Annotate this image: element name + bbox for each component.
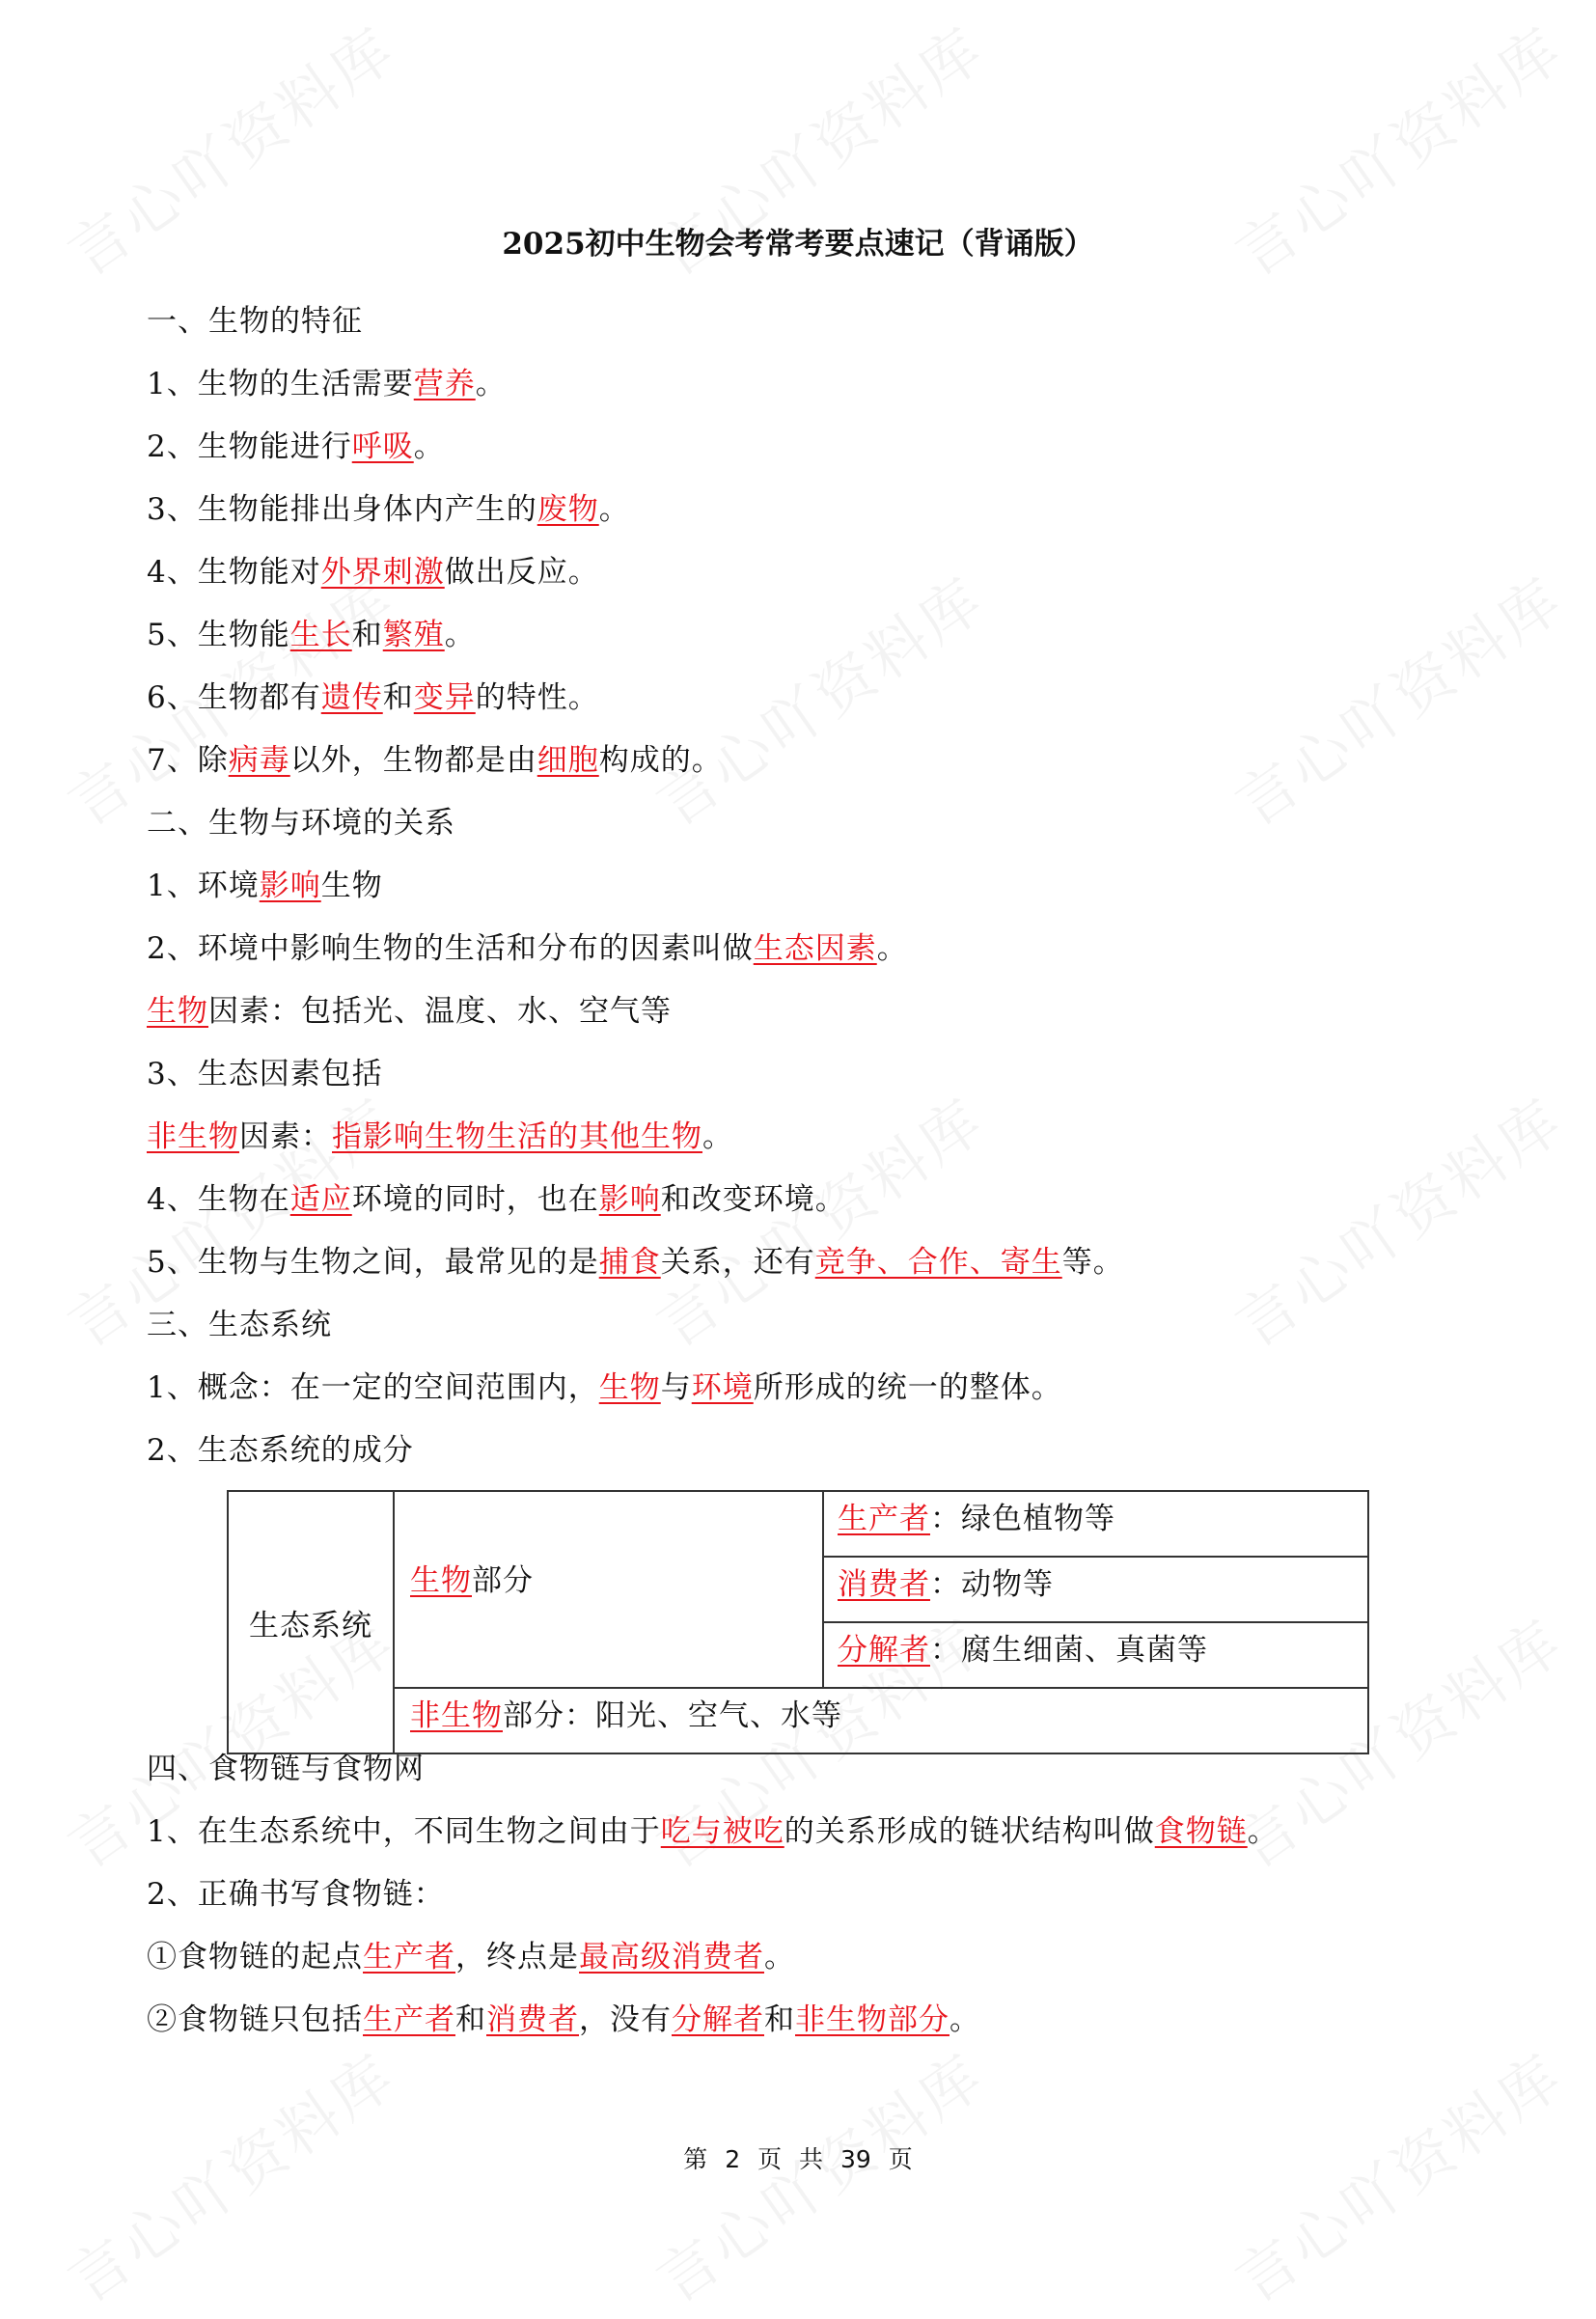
highlight-term: 消费者 [838, 1567, 930, 1602]
total-pages: 39 [839, 2145, 871, 2173]
line-text: 和 [351, 618, 383, 652]
page-footer [0, 2140, 1596, 2175]
highlight-term: 生物 [410, 1563, 472, 1598]
highlight-term: 生态因素 [753, 931, 877, 966]
line-text: 所形成的统一的整体。 [753, 1370, 1062, 1405]
content-line [147, 2000, 980, 2040]
line-text: 。 [876, 931, 908, 966]
line-text: ②食物链只包括 [147, 2002, 363, 2037]
line-text: 。 [413, 429, 445, 464]
line-text: 的关系形成的链状结构叫做 [784, 1814, 1155, 1849]
highlight-term: 生产者 [363, 2002, 455, 2037]
line-text: 和 [382, 680, 414, 715]
line-text: 构成的。 [598, 743, 723, 778]
line-text: 5、生物能 [147, 618, 290, 652]
highlight-term: 生产者 [838, 1502, 930, 1536]
line-text: 1、环境 [147, 869, 260, 903]
cell-text: ：绿色植物等 [930, 1502, 1115, 1536]
line-text: 。 [444, 618, 476, 652]
line-text: 生物 [320, 869, 383, 903]
section-heading: 一、生物的特征 [147, 304, 363, 339]
highlight-term: 吃与被吃 [660, 1814, 784, 1849]
content-line [147, 1937, 795, 1977]
line-text: 4、生物在 [147, 1182, 290, 1217]
line-text: 与 [660, 1370, 692, 1405]
highlight-term: 变异 [413, 680, 476, 715]
line-text: 。 [1247, 1814, 1279, 1849]
section-heading: 三、生态系统 [147, 1308, 332, 1342]
content-line [147, 1874, 445, 1915]
line-text: 和 [455, 2002, 486, 2037]
highlight-term: 消费者 [486, 2002, 579, 2037]
table-abiotic-part-cell [394, 1688, 1368, 1753]
line-text: 以外，生物都是由 [289, 743, 537, 778]
content-line [147, 928, 908, 969]
line-text: 。 [764, 1940, 795, 1974]
line-text: 3、生物能排出身体内产生的 [147, 492, 537, 527]
cell-text: ：腐生细菌、真菌等 [930, 1633, 1208, 1668]
highlight-term: 繁殖 [382, 618, 445, 652]
highlight-term: 生物 [147, 994, 208, 1029]
highlight-term: 非生物 [410, 1698, 503, 1733]
highlight-term: 废物 [537, 492, 599, 527]
footer-middle: 页 共 [757, 2145, 824, 2173]
highlight-term: 营养 [413, 367, 476, 401]
document-title: 2025初中生物会考常考要点速记（背诵版） [502, 227, 1094, 262]
content-line [147, 427, 445, 467]
footer-suffix: 页 [888, 2145, 913, 2173]
highlight-term: 适应 [289, 1182, 352, 1217]
highlight-term: 分解者 [672, 2002, 764, 2037]
line-text: 环境的同时，也在 [351, 1182, 599, 1217]
content-line [147, 991, 672, 1032]
line-text: 。 [475, 367, 507, 401]
highlight-term: 非生物部分 [795, 2002, 949, 2037]
line-text: 关系，还有 [660, 1245, 815, 1280]
content-line [147, 1811, 1279, 1852]
table-root-cell [228, 1491, 394, 1753]
footer-prefix: 第 [683, 2145, 708, 2173]
content-line [147, 364, 507, 404]
content-line [147, 866, 383, 906]
content-line [147, 740, 723, 781]
content-line [147, 489, 630, 530]
highlight-term: 生长 [289, 618, 352, 652]
table-consumer-cell [823, 1557, 1368, 1622]
line-text: 2、环境中影响生物的生活和分布的因素叫做 [147, 931, 754, 966]
content-line [147, 615, 476, 655]
highlight-term: 生物 [598, 1370, 661, 1405]
highlight-term: 食物链 [1154, 1814, 1248, 1849]
line-text: 和 [764, 2002, 795, 2037]
cell-text: 部分 [472, 1563, 534, 1598]
line-text: 因素：包括光、温度、水、空气等 [208, 994, 672, 1029]
highlight-term: 遗传 [320, 680, 383, 715]
line-text: 3、生态因素包括 [147, 1057, 383, 1091]
section-heading: 二、生物与环境的关系 [147, 806, 455, 841]
highlight-term: 生产者 [363, 1940, 455, 1974]
table-root-label: 生态系统 [249, 1608, 372, 1643]
highlight-term: 竞争、合作、寄生 [814, 1245, 1062, 1280]
line-text: 做出反应。 [444, 555, 599, 590]
content-line [147, 552, 599, 593]
section-heading: 四、食物链与食物网 [147, 1752, 425, 1786]
highlight-term: 细胞 [537, 743, 599, 778]
line-text: 1、在生态系统中，不同生物之间由于 [147, 1814, 661, 1849]
highlight-term: 病毒 [228, 743, 290, 778]
line-text: 6、生物都有 [147, 680, 321, 715]
line-text: ，终点是 [455, 1940, 579, 1974]
highlight-term: 外界刺激 [320, 555, 445, 590]
table-decomposer-cell [823, 1622, 1368, 1688]
highlight-term: 呼吸 [351, 429, 414, 464]
content-line [147, 1242, 1124, 1283]
line-text: 2、生态系统的成分 [147, 1433, 414, 1468]
content-line [147, 1179, 846, 1220]
current-page-number: 2 [725, 2145, 741, 2173]
line-text: 4、生物能对 [147, 555, 321, 590]
line-text: 。 [702, 1119, 733, 1154]
line-text: 1、生物的生活需要 [147, 367, 414, 401]
highlight-term: 捕食 [598, 1245, 661, 1280]
highlight-term: 影响 [259, 869, 321, 903]
content-line [147, 1367, 1062, 1408]
highlight-term: 环境 [691, 1370, 754, 1405]
content-line [147, 1054, 383, 1094]
line-text: 。 [949, 2002, 980, 2037]
line-text: 等。 [1061, 1245, 1124, 1280]
highlight-term: 影响 [598, 1182, 661, 1217]
line-text: 因素： [239, 1119, 332, 1154]
line-text: ，没有 [579, 2002, 672, 2037]
line-text: 和改变环境。 [660, 1182, 846, 1217]
cell-text: ：动物等 [930, 1567, 1054, 1602]
line-text: 7、除 [147, 743, 229, 778]
highlight-term: 分解者 [838, 1633, 930, 1668]
line-text: 1、概念：在一定的空间范围内， [147, 1370, 599, 1405]
line-text: 2、生物能进行 [147, 429, 352, 464]
line-text: 5、生物与生物之间，最常见的是 [147, 1245, 599, 1280]
highlight-term: 最高级消费者 [579, 1940, 764, 1974]
highlight-term: 指影响生物生活的其他生物 [332, 1119, 702, 1154]
line-text: ①食物链的起点 [147, 1940, 363, 1974]
content-line [147, 1430, 414, 1471]
line-text: 的特性。 [475, 680, 599, 715]
line-text: 2、正确书写食物链： [147, 1877, 445, 1912]
table-producer-cell [823, 1491, 1368, 1557]
ecosystem-components-table [227, 1490, 1369, 1754]
cell-text: 部分：阳光、空气、水等 [503, 1698, 842, 1733]
line-text: 。 [598, 492, 630, 527]
content-line [147, 1117, 733, 1157]
content-line [147, 677, 599, 718]
table-bio-part-cell [394, 1491, 823, 1688]
highlight-term: 非生物 [147, 1119, 239, 1154]
